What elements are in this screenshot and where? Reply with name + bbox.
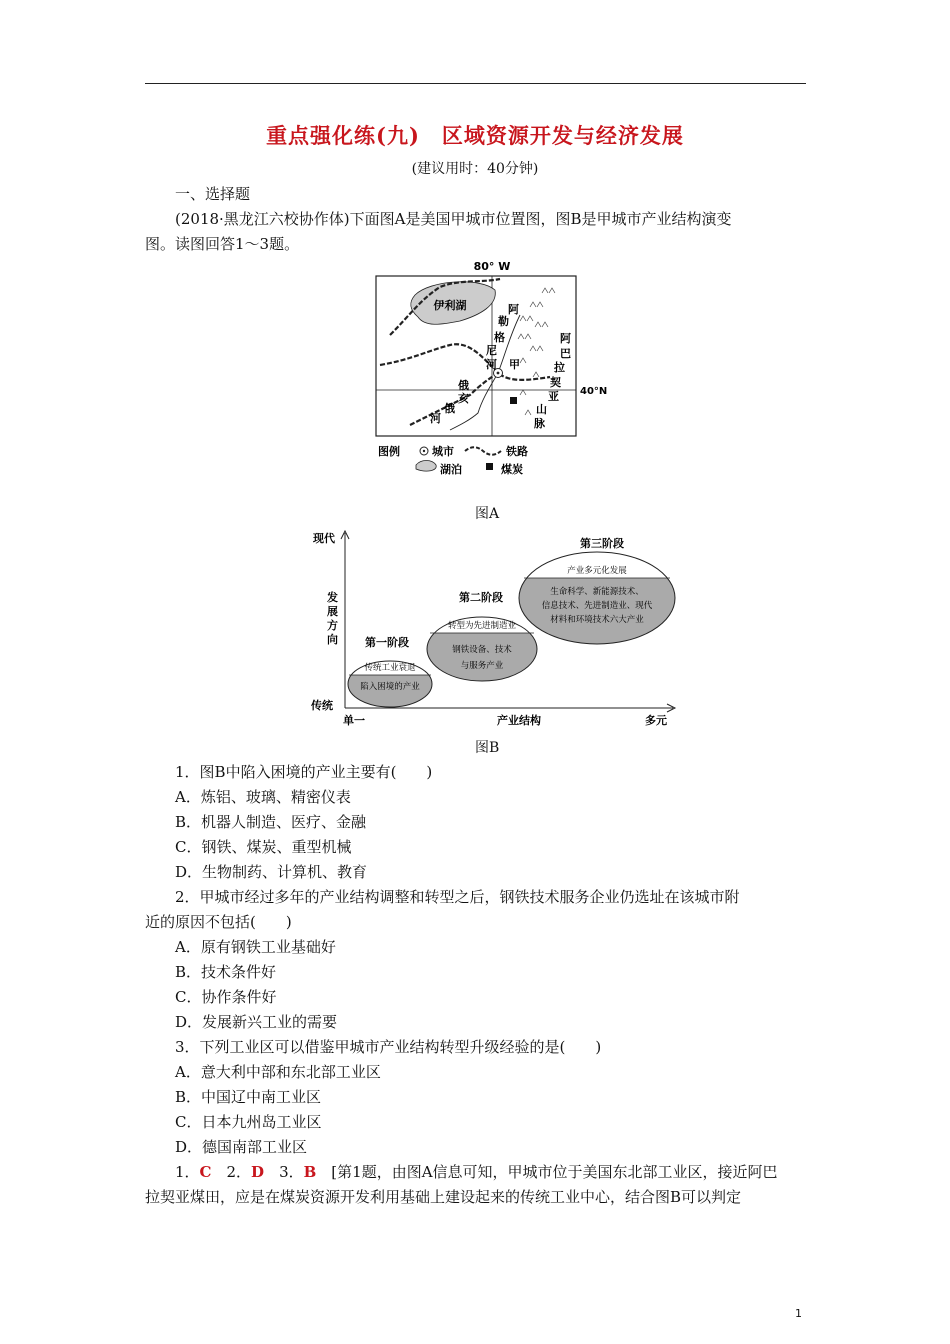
y-axis-char-3: 方 [327,619,338,632]
figure-b-caption: 图B [475,740,500,756]
intro-line-1: (2018·黑龙江六校协作体)下面图A是美国甲城市位置图，图B是甲城市产业结构演变 [175,210,732,228]
q1-option-b: B．机器人制造、医疗、金融 [175,813,367,831]
legend-rail-icon [465,447,501,455]
x-axis-label: 产业结构 [497,714,541,727]
stage1-top: 传统工业衰退 [364,663,416,673]
page-title: 重点强化练(九) 区域资源开发与经济发展 [266,123,684,148]
lake-label: 伊利湖 [433,299,467,312]
stage3-top: 产业多元化发展 [567,566,627,576]
page-number: 1 [795,1307,802,1320]
q1-stem: 1．图B中陷入困境的产业主要有( ) [175,763,433,781]
answer-explanation-2: 拉契亚煤田，应是在煤炭资源开发利用基础上建设起来的传统工业中心，结合图B可以判定 [145,1188,742,1206]
appalachian-char-7: 脉 [534,417,545,430]
stage1-bottom: 陷入困境的产业 [360,682,420,692]
appalachian-char-6: 山 [536,403,547,416]
stage3-bottom-1: 生命科学、新能源技术、 [550,587,644,597]
ohio-char-4: 河 [430,412,441,425]
q3-option-d: D．德国南部工业区 [175,1138,308,1156]
allegheny-char-5: 河 [486,358,497,371]
appalachian-char-3: 拉 [554,361,565,374]
x-left-label: 单一 [343,714,365,727]
q2-option-d: D．发展新兴工业的需要 [175,1013,338,1031]
header-rule [145,83,806,84]
ohio-char-1: 俄 [458,379,469,392]
figure-b-diagram [305,525,680,730]
q2-stem-cont: 近的原因不包括( ) [145,913,292,931]
ohio-char-2: 亥 [458,392,469,405]
appalachian-char-4: 契 [550,376,561,389]
appalachian-char-2: 巴 [560,347,571,360]
q2-option-c: C．协作条件好 [175,988,277,1006]
q3-option-c: C．日本九州岛工业区 [175,1113,322,1131]
allegheny-char-3: 格 [494,331,505,344]
legend-title: 图例 [378,445,400,458]
q3-option-a: A．意大利中部和东北部工业区 [175,1063,381,1081]
section-heading: 一、选择题 [175,185,251,203]
stage2-bottom-2: 与服务产业 [460,661,504,671]
q2-option-a: A．原有钢铁工业基础好 [175,938,336,956]
q2-stem: 2．甲城市经过多年的产业结构调整和转型之后，钢铁技术服务企业仍选址在该城市附 [175,888,740,906]
x-right-label: 多元 [645,714,667,727]
legend-lake-icon [416,461,436,472]
stage2-bottom-1: 钢铁设备、技术 [452,645,512,655]
q1-option-d: D．生物制药、计算机、教育 [175,863,368,881]
q3-stem: 3．下列工业区可以借鉴甲城市产业结构转型升级经验的是( ) [175,1038,602,1056]
legend-rail-label: 铁路 [506,445,528,458]
ohio-char-3: 俄 [444,402,455,415]
figure-a-map [370,255,608,480]
legend-coal-icon [486,463,493,470]
y-top-label: 现代 [313,532,335,545]
legend-lake-label: 湖泊 [440,463,462,476]
longitude-label: 80° W [473,260,511,273]
time-hint: (建议用时：40分钟) [411,161,539,177]
answer-line-1: 1．C 2．D 3．B [第1题，由图A信息可知，甲城市位于美国东北部工业区，接近阿巴 [175,1163,778,1181]
y-axis-char-4: 向 [327,633,338,646]
y-axis-char-1: 发 [327,591,338,604]
answer-explanation-1: [第1题，由图A信息可知，甲城市位于美国东北部工业区，接近阿巴 [316,1163,778,1181]
allegheny-char-1: 阿 [508,303,519,316]
city-jia-dot [497,372,500,375]
answer-1: C [199,1163,212,1181]
stage1-fill [345,675,445,715]
y-axis-char-2: 展 [327,605,338,618]
city-jia-label: 甲 [509,358,520,371]
figure-a-caption: 图A [475,506,500,522]
answer-3: B [303,1163,317,1181]
latitude-label: 40°N [580,386,608,397]
stage3-bottom-3: 材料和环境技术六大产业 [550,615,644,625]
allegheny-char-4: 尼 [486,344,497,357]
coal-marker [510,397,517,404]
appalachian-char-5: 亚 [548,390,559,403]
q1-option-a: A．炼铝、玻璃、精密仪表 [175,788,351,806]
legend-coal-label: 煤炭 [501,463,523,476]
q1-option-c: C．钢铁、煤炭、重型机械 [175,838,352,856]
stage2-name: 第二阶段 [459,591,503,604]
legend-city-label: 城市 [432,445,454,458]
stage3-name: 第三阶段 [580,537,624,550]
answer-2: D [251,1163,265,1181]
q2-option-b: B．技术条件好 [175,963,277,981]
stage2-top: 转型为先进制造业 [447,621,517,631]
stage1-name: 第一阶段 [365,636,409,649]
appalachian-char-1: 阿 [560,332,571,345]
stage3-bottom-2: 信息技术、先进制造业、现代 [541,601,653,611]
allegheny-char-2: 勒 [498,315,509,328]
q3-option-b: B．中国辽中南工业区 [175,1088,322,1106]
intro-line-2: 图。读图回答1～3题。 [145,235,300,253]
y-bottom-label: 传统 [311,699,333,712]
